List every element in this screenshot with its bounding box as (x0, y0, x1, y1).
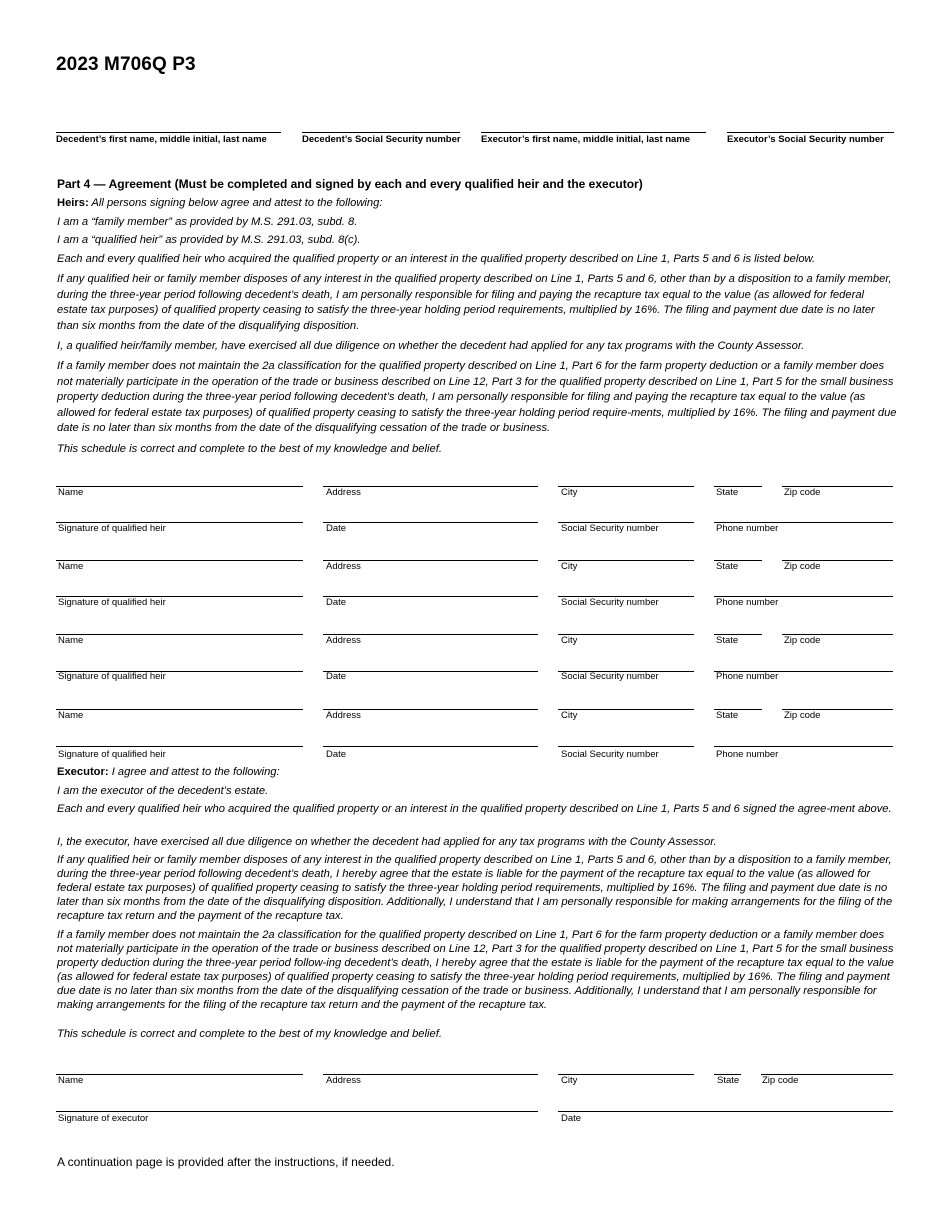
heir4-phone-line[interactable] (714, 746, 893, 747)
heir2-zip-label: Zip code (784, 561, 821, 572)
heirs-intro (57, 196, 897, 212)
heir3-signature-label: Signature of qualified heir (58, 671, 166, 682)
part4-heading: Part 4 — Agreement (Must be completed and signed by each and every qualified heir and the executor) (57, 177, 643, 191)
executor-signature-label: Signature of executor (58, 1113, 149, 1124)
heir2-date-label: Date (326, 597, 347, 608)
heir3-date-label: Date (326, 671, 347, 682)
heir1-name-label: Name (58, 487, 84, 498)
heir2-phone-label: Phone number (716, 597, 779, 608)
heir4-zip-label: Zip code (784, 710, 821, 721)
executor-ssn-field[interactable]: Executor’s Social Security number (727, 132, 894, 145)
heir3-name-label: Name (58, 635, 84, 646)
executor-name-line[interactable] (56, 1074, 303, 1075)
heir4-phone-label: Phone number (716, 749, 779, 760)
heir1-address-label: Address (326, 487, 361, 498)
heir3-date-line[interactable] (323, 671, 538, 672)
heir-paragraph-5: I, a qualified heir/family member, have exercised all due diligence on whether the decedent had applied for any tax programs with the County Assessor. (57, 340, 805, 352)
heir4-ssn-line[interactable] (558, 746, 694, 747)
decedent-ssn-field[interactable]: Decedent’s Social Security number (302, 134, 461, 145)
executor-intro-text: I agree and attest to the following: (108, 766, 280, 778)
heir-paragraph-1: I am a “family member” as provided by M.S. 291.03, subd. 8. (57, 216, 358, 228)
heir-paragraph-7: This schedule is correct and complete to the best of my knowledge and belief. (57, 443, 442, 455)
heir3-zip-label: Zip code (784, 635, 821, 646)
heir2-city-label: City (561, 561, 578, 572)
heir1-name-line[interactable] (56, 486, 303, 487)
executor-paragraph-4: If any qualified heir or family member disposes of any interest in the qualified property described on Line 1, Parts 5 and 6, other than by a disposition to a family member, during the three-year period following decedent’s death, I hereby agree that the estate is liable for the payment of the recapture tax equal to the value (as allowed for federal estate tax purposes) of qualified property ceasing to satisfy the three-year holding period requirements, multiplied by 16%. The filing and payment due date is no later than six months from the date of the disqualifying disposition. Additionally, I understand that I am personally responsible for making arrangements for the filing of the recapture tax return and the payment of the recapture tax. (57, 854, 893, 922)
heir2-name-line[interactable] (56, 560, 303, 561)
heir4-ssn-label: Social Security number (561, 749, 659, 760)
heir4-signature-line[interactable] (56, 746, 303, 747)
heir-paragraph-3: Each and every qualified heir who acquired the qualified property or an interest in the qualified property described on Line 1, Parts 5 and 6 is listed below. (57, 253, 816, 265)
heir1-signature-label: Signature of qualified heir (58, 523, 166, 534)
form-title: 2023 M706Q P3 (56, 54, 196, 75)
heir2-name-label: Name (58, 561, 84, 572)
heir2-city-line[interactable] (558, 560, 694, 561)
heir3-state-label: State (716, 635, 739, 646)
executor-state-label: State (717, 1075, 740, 1086)
heir1-city-line[interactable] (558, 486, 694, 487)
heir3-city-line[interactable] (558, 634, 694, 635)
heir3-name-line[interactable] (56, 634, 303, 635)
heir2-address-label: Address (326, 561, 361, 572)
executor-paragraph-2: Each and every qualified heir who acquired the qualified property or an interest in the qualified property described on Line 1, Parts 5 and 6 signed the agree-ment above. (57, 803, 892, 815)
heir4-signature-label: Signature of qualified heir (58, 749, 166, 760)
heir3-ssn-label: Social Security number (561, 671, 659, 682)
executor-address-label: Address (326, 1075, 361, 1086)
executor-name-label: Name (58, 1075, 84, 1086)
decedent-name-field[interactable]: Decedent’s first name, middle initial, last name (56, 132, 281, 145)
heir3-address-label: Address (326, 635, 361, 646)
executor-date-label: Date (561, 1113, 582, 1124)
executor-paragraph-1: I am the executor of the decedent’s estate. (57, 785, 269, 797)
heir1-date-label: Date (326, 523, 347, 534)
heir-paragraph-4: If any qualified heir or family member disposes of any interest in the qualified property described on Line 1, Parts 5 and 6, other than by a disposition to a family member, during the three-year period following decedent’s death, I am personally responsible for filing and paying the recapture tax equal to the value (as allowed for federal estate tax purposes) of qualified property ceasing to satisfy the three-year holding period requirements, multiplied by 16%. The filing and payment due date is no later than six months from the date of the disqualifying disposition. (57, 273, 892, 332)
heir1-zip-label: Zip code (784, 487, 821, 498)
executor-paragraph-6: This schedule is correct and complete to the best of my knowledge and belief. (57, 1028, 442, 1040)
heir4-state-label: State (716, 710, 739, 721)
heirs-intro-text: All persons signing below agree and attest to the following: (88, 197, 383, 209)
executor-paragraph-3: I, the executor, have exercised all due diligence on whether the decedent had applied for any tax programs with the County Assessor. (57, 836, 717, 848)
heir-paragraph-6: If a family member does not maintain the 2a classification for the qualified property described on Line 1, Part 6 for the farm property deduction or a family member does not materially participate in the operation of the trade or business described on Line 12, Part 3 for the qualified property described on Line 1, Part 5 for the small business property deduction during the three-year period following decedent’s death, I am personally responsible for filing and paying the recapture tax equal to the value (as allowed for federal estate tax purposes) of qualified property ceasing to satisfy the three-year holding period require-ments, multiplied by 16%. The filing and payment due date is no later than six months from the date of the disqualifying cessation of the trade or business. (57, 360, 897, 435)
executor-zip-label: Zip code (762, 1075, 799, 1086)
heir1-ssn-label: Social Security number (561, 523, 659, 534)
heir4-name-label: Name (58, 710, 84, 721)
executor-city-line[interactable] (558, 1074, 694, 1075)
heir1-date-line[interactable] (323, 522, 538, 523)
heir2-ssn-label: Social Security number (561, 597, 659, 608)
heir2-signature-label: Signature of qualified heir (58, 597, 166, 608)
heir1-city-label: City (561, 487, 578, 498)
heir1-phone-label: Phone number (716, 523, 779, 534)
heir3-phone-label: Phone number (716, 671, 779, 682)
continuation-note: A continuation page is provided after the instructions, if needed. (57, 1155, 395, 1169)
heir-paragraph-2: I am a “qualified heir” as provided by M.S. 291.03, subd. 8(c). (57, 234, 361, 246)
executor-city-label: City (561, 1075, 578, 1086)
heirs-label: Heirs: (57, 197, 89, 209)
heir4-city-line[interactable] (558, 709, 694, 710)
executor-label: Executor: (57, 766, 109, 778)
heir4-name-line[interactable] (56, 709, 303, 710)
executor-date-line[interactable] (558, 1111, 893, 1112)
heir3-city-label: City (561, 635, 578, 646)
heir1-state-label: State (716, 487, 739, 498)
heir4-date-line[interactable] (323, 746, 538, 747)
heir4-date-label: Date (326, 749, 347, 760)
heir4-address-label: Address (326, 710, 361, 721)
heir2-state-label: State (716, 561, 739, 572)
executor-intro (57, 765, 897, 781)
heir4-city-label: City (561, 710, 578, 721)
executor-paragraph-5: If a family member does not maintain the 2a classification for the qualified property described on Line 1, Part 6 for the farm property deduction or a family member does not materially participate in the operation of the trade or business described on Line 12, Part 3 for the qualified property described on Line 1, Part 5 for the small business property deduction during the three-year period follow-ing decedent’s death, I hereby agree that the estate is liable for the payment of the recapture tax equal to the value (as allowed for federal estate tax purposes) of qualified property ceasing to satisfy the three-year holding period requirements, multiplied by 16%. The filing and payment due date is no later than six months from the date of the disqualifying cessation of the trade or business. Additionally, I understand that I am personally responsible for making arrangements for the filing of the recapture tax return and the payment of the recapture tax. (57, 929, 894, 1011)
executor-signature-line[interactable] (56, 1111, 538, 1112)
executor-name-field[interactable]: Executor’s first name, middle initial, last name (481, 132, 706, 145)
heir2-date-line[interactable] (323, 596, 538, 597)
